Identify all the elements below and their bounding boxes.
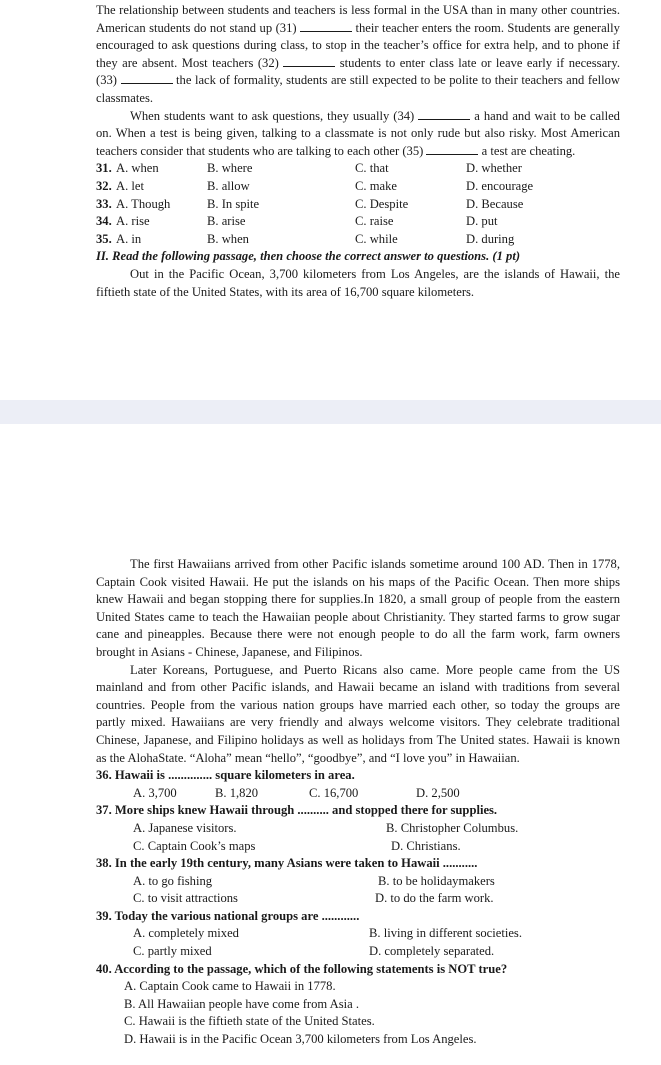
section-heading: II. Read the following passage, then choose the correct answer to questions. (1 pt) — [96, 249, 521, 264]
option-d: D. Because — [466, 196, 524, 211]
question-number: 33. — [96, 196, 112, 211]
passage-paragraph-3: Later Koreans, Portuguese, and Puerto Ricans also came. More people came from the US mainland and from other Pacific islands, and Hawaii became an island with traditions from several countries. People from the various nation groups have married each other, so today the groups are partly mixed. Hawaiians are very friendly and always welcome visitors. They celebrate traditional Chinese, Japanese, and Filipino holidays as well as holidays from The United states. Hawaii is known as the AlohaState. “Aloha” mean “hello”, “goodbye”, and “I love you” in Hawaiian. — [96, 662, 620, 765]
option-c: C. raise — [355, 214, 394, 229]
option-c: C. while — [355, 231, 398, 246]
option-d: D. Hawaii is in the Pacific Ocean 3,700 kilometers from Los Angeles. — [124, 1032, 477, 1047]
option-b: B. 1,820 — [215, 785, 259, 800]
cloze-paragraph-1 — [96, 2, 620, 108]
option-d: D. 2,500 — [416, 785, 460, 800]
option-d: D. put — [466, 214, 498, 229]
option-a: A. let — [116, 178, 144, 193]
page-top — [0, 0, 661, 400]
option-c: C. that — [355, 161, 389, 176]
question-37 — [96, 802, 620, 855]
question-39 — [96, 908, 620, 961]
question-38 — [96, 855, 620, 908]
option-c: C. Captain Cook’s maps — [133, 838, 256, 853]
option-a: A. 3,700 — [133, 785, 177, 800]
passage-intro: Out in the Pacific Ocean, 3,700 kilometers from Los Angeles, are the islands of Hawaii, the fiftieth state of the United States, with its area of 16,700 square kilometers. — [96, 266, 620, 299]
option-b: B. In spite — [207, 196, 260, 211]
question-stem: 38. In the early 19th century, many Asians were taken to Hawaii ........... — [96, 856, 478, 871]
part2-text — [96, 556, 620, 1049]
question-number: 34. — [96, 214, 112, 229]
options-row-35 — [96, 231, 620, 249]
page-bottom — [0, 424, 661, 1065]
option-d: D. encourage — [466, 178, 534, 193]
option-c: C. Despite — [355, 196, 409, 211]
option-a: A. Japanese visitors. — [133, 820, 237, 835]
options-row-32 — [96, 178, 620, 196]
answer-blank[interactable] — [418, 108, 470, 120]
cloze-paragraph-2 — [96, 108, 620, 161]
option-b: B. All Hawaiian people have come from Asia . — [124, 996, 360, 1011]
answer-blank[interactable] — [283, 55, 335, 67]
question-40 — [96, 961, 620, 1049]
option-b: B. arise — [207, 214, 246, 229]
option-c: C. 16,700 — [309, 785, 359, 800]
cloze-options — [96, 160, 620, 248]
option-c: C. make — [355, 178, 397, 193]
option-a: A. when — [116, 161, 159, 176]
cloze-text: a hand and wait to be called on. When a test is being given, talking to a classmate is not only rude but also risky. Most American teachers consider that students who are talking to each other (35) — [96, 108, 620, 158]
cloze-text: students to enter class late or leave early if necessary. (33) — [96, 55, 620, 88]
option-a: A. completely mixed — [133, 926, 239, 941]
options-row-31 — [96, 160, 620, 178]
option-b: B. allow — [207, 178, 250, 193]
option-d: D. whether — [466, 161, 522, 176]
option-c: C. to visit attractions — [133, 891, 238, 906]
option-b: B. Christopher Columbus. — [386, 820, 519, 835]
option-d: D. to do the farm work. — [375, 891, 494, 906]
option-c: C. Hawaii is the fiftieth state of the United States. — [124, 1014, 375, 1029]
question-number: 35. — [96, 231, 112, 246]
cloze-text: When students want to ask questions, they usually (34) — [130, 108, 419, 123]
question-stem: 36. Hawaii is .............. square kilometers in area. — [96, 768, 355, 783]
cloze-text: The relationship between students and teachers is less formal in the USA than in many other countries. American students do not stand up (31) — [96, 3, 620, 35]
option-a: A. in — [116, 231, 142, 246]
cloze-text: the lack of formality, students are still expected to be polite to their teachers and fellow classmates. — [96, 73, 621, 105]
option-d: D. completely separated. — [369, 944, 495, 959]
cloze-text: their teacher enters the room. Students are generally encouraged to ask questions during class, to stop in the teacher’s office for extra help, and to phone if they are absent. Most teachers (32) — [96, 20, 620, 70]
part1-text — [96, 2, 620, 301]
answer-blank[interactable] — [121, 72, 173, 84]
question-stem: 40. According to the passage, which of the following statements is NOT true? — [96, 961, 508, 976]
question-number: 32. — [96, 178, 112, 193]
option-b: B. where — [207, 161, 253, 176]
answer-blank[interactable] — [300, 20, 352, 32]
option-b: B. to be holidaymakers — [378, 873, 495, 888]
cloze-text: a test are cheating. — [478, 143, 576, 158]
option-a: A. to go fishing — [133, 873, 213, 888]
option-d: D. Christians. — [391, 838, 461, 853]
option-b: B. living in different societies. — [369, 926, 522, 941]
option-a: A. Though — [116, 196, 171, 211]
question-stem: 37. More ships knew Hawaii through .......... and stopped there for supplies. — [96, 803, 498, 818]
options-row-34 — [96, 213, 620, 231]
page-break — [0, 400, 661, 424]
option-b: B. when — [207, 231, 249, 246]
options-row-33 — [96, 196, 620, 214]
option-d: D. during — [466, 231, 515, 246]
option-a: A. Captain Cook came to Hawaii in 1778. — [124, 979, 336, 994]
option-a: A. rise — [116, 214, 150, 229]
answer-blank[interactable] — [426, 143, 478, 155]
question-stem: 39. Today the various national groups are ............ — [96, 908, 360, 923]
passage-paragraph-2: The first Hawaiians arrived from other Pacific islands sometime around 100 AD. Then in 1778, Captain Cook visited Hawaii. He put the islands on his maps of the Pacific Ocean. Then more ships knew Hawaii and began stopping there for supplies.In 1820, a small group of people from the eastern United States came to teach the Hawaiian people about Christianity. They started farms to grow sugar cane and pineapples. Because there were not enough people to do all the farm work, farm owners brought in Asians - Chinese, Japanese, and Filipinos. — [96, 557, 620, 659]
option-c: C. partly mixed — [133, 944, 212, 959]
question-number: 31. — [96, 161, 112, 176]
question-36 — [96, 767, 620, 802]
